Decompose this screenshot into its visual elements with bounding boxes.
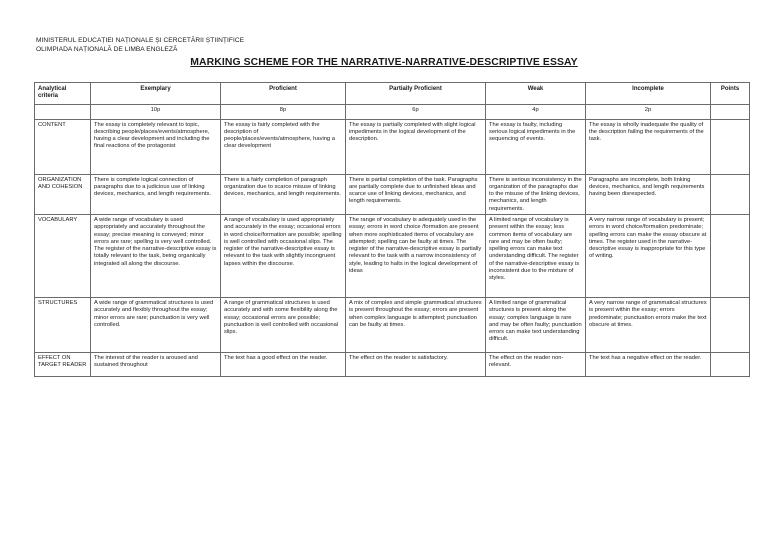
effect-weak: The effect on the reader non-relevant. [486, 353, 586, 377]
vocabulary-points [711, 215, 750, 298]
marking-scheme-table [34, 82, 750, 377]
criterion-structures: STRUCTURES [35, 298, 91, 353]
document-header [36, 37, 244, 54]
score-points [711, 105, 750, 120]
col-criteria-header: Analytical criteria [35, 83, 91, 105]
effect-proficient: The text has a good effect on the reader. [221, 353, 346, 377]
row-structures [35, 298, 750, 353]
effect-incomplete: The text has a negative effect on the reader. [586, 353, 711, 377]
structures-partial: A mix of complex and simple grammatical structures is present throughout the essay; errors are present when complex language is attempted; punctuation can be faulty at times. [346, 298, 486, 353]
content-proficient: The essay is fairly completed with the description of people/places/events/atmosphere, having a clear development [221, 120, 346, 175]
vocabulary-incomplete: A very narrow range of vocabulary is present; errors in word choice/formation predominate; spelling errors can make the essay obscure at times. The register used in the narrative-descriptive essay is inappropriate for this type of writing. [586, 215, 711, 298]
organization-incomplete: Paragraphs are incomplete, both linking devices, mechanics, and length requirements having been disrespected. [586, 175, 711, 215]
header-row [35, 83, 750, 105]
ministry-name: MINISTERUL EDUCAȚIEI NAȚIONALE ȘI CERCETĂRII ȘTIINȚIFICE [36, 37, 245, 44]
content-weak: The essay is faulty, including serious logical impediments in the sequencing of events. [486, 120, 586, 175]
vocabulary-weak: A limited range of vocabulary is present within the essay; less common items of vocabulary are rare and may be often faulty; spelling errors can make text understanding difficult. The register of the narrative-descriptive essay is inconsistent due to the mixture of styles. [486, 215, 586, 298]
col-incomplete-header: Incomplete [586, 83, 711, 105]
vocabulary-exemplary: A wide range of vocabulary is used appropriately and accurately throughout the essay; precise meaning is conveyed; minor errors are rare; spelling is very well controlled. The register of the narrative-descriptive essay is totally relevant to the task, being organically integrated all along the discourse. [91, 215, 221, 298]
col-exemplary-header: Exemplary [91, 83, 221, 105]
structures-proficient: A range of grammatical structures is used accurately and with some flexibility along the essay; occasional errors are possible; punctuation is well controlled with occasional slips. [221, 298, 346, 353]
content-exemplary: The essay is completely relevant to topic, describing people/places/events/atmosphere, having a clear development and including the final reactions of the protagonist [91, 120, 221, 175]
row-effect [35, 353, 750, 377]
score-incomplete: 2p [586, 105, 711, 120]
col-points-header: Points [711, 83, 750, 105]
olympiad-name: OLIMPIADA NAȚIONALĂ DE LIMBA ENGLEZĂ [36, 45, 178, 53]
effect-exemplary: The interest of the reader is aroused and sustained throughout [91, 353, 221, 377]
organization-proficient: There is a fairly completion of paragraph organization due to scarce misuse of linking devices, mechanics, and length requirements. [221, 175, 346, 215]
content-partial: The essay is partially completed with slight logical impediments in the logical development of the description. [346, 120, 486, 175]
content-incomplete: The essay is wholly inadequate the quality of the description failing the requirements of the task. [586, 120, 711, 175]
structures-weak: A limited range of grammatical structures is present along the essay; complex language is rare and may be often faulty; punctuation errors can make text understanding difficult. [486, 298, 586, 353]
structures-points [711, 298, 750, 353]
score-proficient: 8p [221, 105, 346, 120]
criterion-effect: EFFECT ON TARGET READER [35, 353, 91, 377]
criterion-vocabulary: VOCABULARY [35, 215, 91, 298]
criterion-organization: ORGANIZATION AND COHESION [35, 175, 91, 215]
structures-exemplary: A wide range of grammatical structures is used accurately and flexibly throughout the essay; minor errors are rare; punctuation is very well controlled. [91, 298, 221, 353]
score-weak: 4p [486, 105, 586, 120]
effect-partial: The effect on the reader is satisfactory. [346, 353, 486, 377]
structures-incomplete: A very narrow range of grammatical structures is present within the essay; errors predominate; punctuation errors make the text obscure at times. [586, 298, 711, 353]
col-proficient-header: Proficient [221, 83, 346, 105]
document-title: MARKING SCHEME FOR THE NARRATIVE-NARRATIVE-DESCRIPTIVE ESSAY [190, 57, 578, 68]
organization-exemplary: There is complete logical connection of paragraphs due to a judicious use of linking devices, mechanics, and length requirements. [91, 175, 221, 215]
row-organization [35, 175, 750, 215]
effect-points [711, 353, 750, 377]
score-row [35, 105, 750, 120]
vocabulary-partial: The range of vocabulary is adequately used in the essay; errors in word choice /formation are present when more sophisticated items of vocabulary are attempted; spelling can be faulty at times. The register of the narrative-descriptive essay is partially relevant to the task with a narrow inconsistency of style, leading to halts in the logical development of ideas [346, 215, 486, 298]
criterion-content: CONTENT [35, 120, 91, 175]
score-empty [35, 105, 91, 120]
vocabulary-proficient: A range of vocabulary is used appropriately and accurately in the essay; occasional errors in word choice/formation are possible; spelling is well controlled with occasional slips. The register of the narrative-descriptive essay is relevant to the task with slightly incongruent lapses within the discourse. [221, 215, 346, 298]
row-content [35, 120, 750, 175]
organization-weak: There is serious inconsistency in the organization of the paragraphs due to the misuse of the linking devices, mechanics, and length requirements. [486, 175, 586, 215]
content-points [711, 120, 750, 175]
row-vocabulary [35, 215, 750, 298]
score-exemplary: 10p [91, 105, 221, 120]
col-weak-header: Weak [486, 83, 586, 105]
organization-points [711, 175, 750, 215]
organization-partial: There is partial completion of the task. Paragraphs are partially complete due to unfinished ideas and scarce use of linking devices, mechanics, and length requirements. [346, 175, 486, 215]
col-partial-header: Partially Proficient [346, 83, 486, 105]
score-partial: 6p [346, 105, 486, 120]
